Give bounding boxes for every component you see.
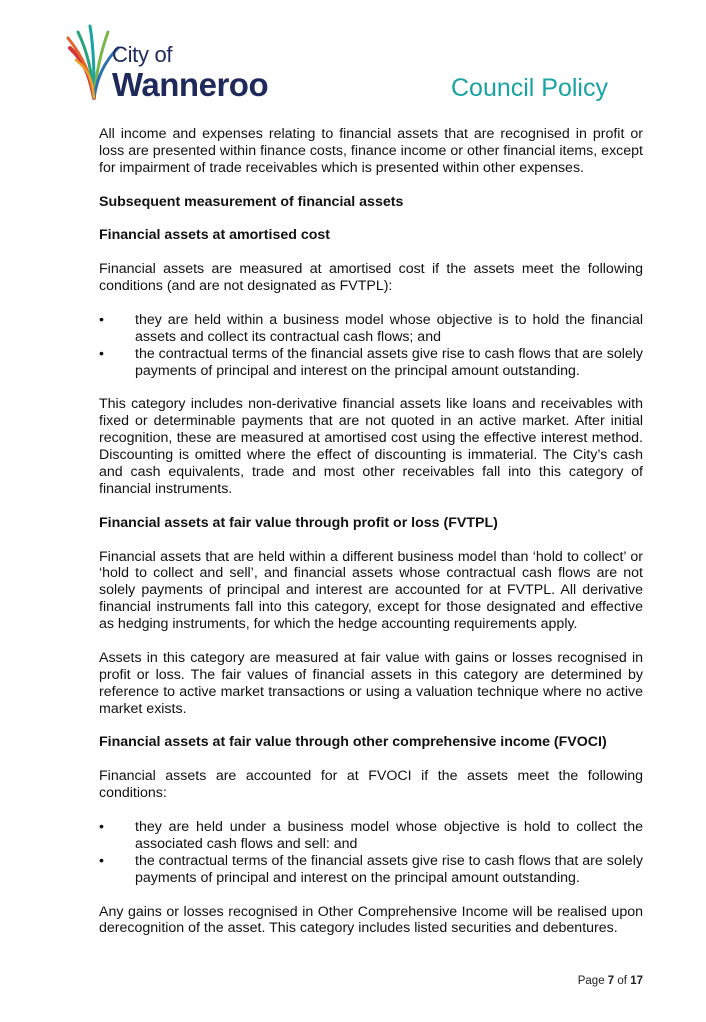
list-item-text: they are held within a business model whose objective is to hold the financial assets and collect its contractual cash flows; and: [135, 311, 643, 345]
list-item: [99, 853, 643, 887]
document-body: [99, 126, 643, 954]
page-total: 17: [630, 975, 643, 987]
heading-fvtpl: Financial assets at fair value through profit or loss (FVTPL): [99, 514, 498, 531]
paragraph-fvtpl-measurement: Assets in this category are measured at fair value with gains or losses recognised in profit or loss. The fair values of financial assets in this category are determined by reference to active market transactions or using a valuation technique where no active market exists.: [99, 649, 643, 717]
paragraph-fvtpl-description: Financial assets that are held within a different business model than ‘hold to collect’ or ‘hold to collect and sell’, and financial assets whose contractual cash flows are not solely payments of principal and interest are accounted for at FVTPL. All derivative financial instruments fall into this category, except for those designated and effective as hedging instruments, for which the hedge accounting requirements apply.: [99, 548, 643, 633]
page-number: [578, 975, 643, 987]
heading-fvoci: Financial assets at fair value through other comprehensive income (FVOCI): [99, 734, 607, 751]
city-logo: [64, 18, 304, 108]
list-item-text: the contractual terms of the financial assets give rise to cash flows that are solely payments of principal and interest on the principal amount outstanding.: [135, 852, 643, 886]
list-item: [99, 312, 643, 346]
paragraph-category-description: This category includes non-derivative financial assets like loans and receivables with fixed or determinable payments that are not quoted in an active market. After initial recognition, these are measured at amortised cost using the effective interest method. Discounting is omitted where the effect of discounting is immaterial. The City’s cash and cash equivalents, trade and most other receivables fall into this category of financial instruments.: [99, 396, 643, 497]
paragraph-oci-gains: Any gains or losses recognised in Other Comprehensive Income will be realised upon derecognition of the asset. This category includes listed securities and debentures.: [99, 903, 643, 937]
logo-city-of-text: City of: [112, 42, 173, 67]
list-item: [99, 819, 643, 853]
page-current: 7: [607, 975, 615, 987]
paragraph-fvoci-conditions: Financial assets are accounted for at FVOCI if the assets meet the following conditions:: [99, 768, 643, 802]
logo-wanneroo-text: Wanneroo: [112, 66, 269, 103]
bullet-icon: •: [99, 311, 104, 328]
paragraph-amortised-conditions: Financial assets are measured at amortised cost if the assets meet the following conditions (and are not designated as FVTPL):: [99, 261, 643, 295]
bullet-icon: •: [99, 345, 104, 362]
paragraph-income-expenses: All income and expenses relating to financial assets that are recognised in profit or loss are presented within finance costs, finance income or other financial items, except for impairment of trade receivables which is presented within other expenses.: [99, 126, 643, 176]
of-label: of: [617, 975, 627, 987]
document-type-title: Council Policy: [450, 74, 608, 102]
list-fvoci-conditions: [99, 819, 643, 887]
page-label: Page: [577, 975, 605, 987]
list-amortised-conditions: [99, 312, 643, 380]
bullet-icon: •: [99, 818, 104, 835]
list-item-text: the contractual terms of the financial assets give rise to cash flows that are solely payments of principal and interest on the principal amount outstanding.: [135, 345, 643, 379]
heading-amortised-cost: Financial assets at amortised cost: [99, 227, 331, 244]
bullet-icon: •: [99, 852, 104, 869]
list-item-text: they are held under a business model whose objective is hold to collect the associated cash flows and sell: and: [135, 818, 643, 852]
heading-subsequent-measurement: Subsequent measurement of financial assets: [99, 193, 404, 210]
list-item: [99, 346, 643, 380]
